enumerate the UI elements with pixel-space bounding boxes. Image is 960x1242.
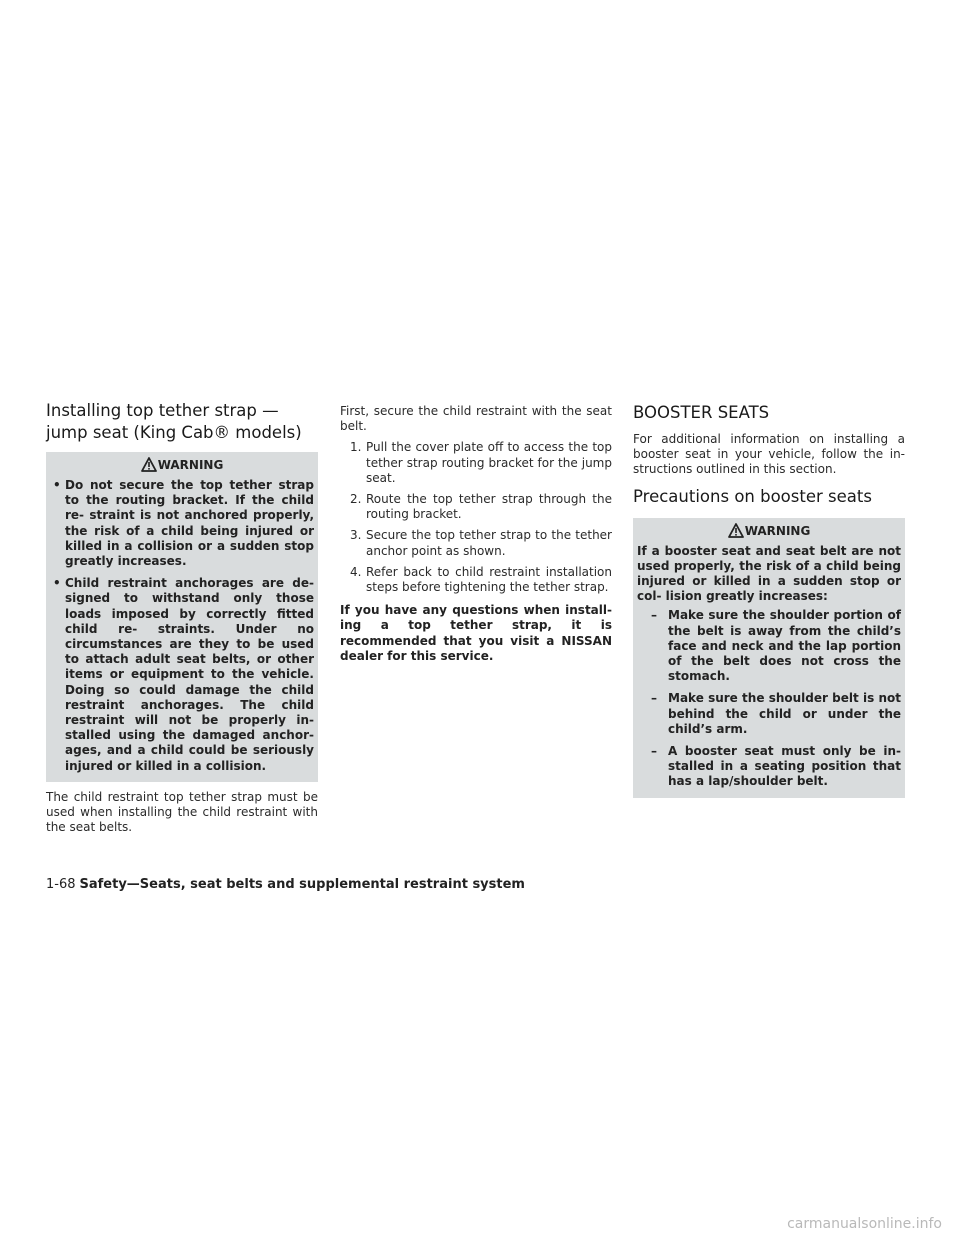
booster-intro-paragraph: For additional information on installing a booster seat in your vehicle, follow the in- structions outlined in this section. [633,432,905,477]
page-number: 1-68 [46,877,76,892]
step-text: Pull the cover plate off to access the top tether strap routing bracket for the jump seat. [366,440,612,485]
section-heading-booster-seats: BOOSTER SEATS [633,403,770,422]
warning-item [637,608,901,684]
step-number: 4. [350,564,362,579]
warning-lead: If a booster seat and seat belt are not used properly, the risk of a child being injured or killed in a sudden stop or col- lision greatly increases: [637,543,901,604]
intro-paragraph: First, secure the child restraint with the seat belt. [340,404,612,434]
warning-item [637,744,901,790]
warning-item-text: Do not secure the top tether strap to the routing bracket. If the child re- straint is not anchored properly, the risk of a child being injured or killed in a collision or a sudden stop greatly increases. [65,478,314,569]
warning-item-text: A booster seat must only be in- stalled in a seating position that has a lap/shoulder belt. [668,744,901,789]
step-text: Route the top tether strap through the routing bracket. [366,492,612,522]
watermark: carmanualsonline.info [787,1216,942,1232]
column-left [46,400,318,843]
step-number: 2. [350,492,362,507]
warning-box [633,518,905,798]
subheading-precautions: Precautions on booster seats [633,486,872,506]
step-item [340,565,612,595]
warning-item-text: Make sure the shoulder belt is not behind the child or under the child’s arm. [668,691,901,736]
dash: – [651,691,657,706]
warning-label: WARNING [157,458,224,472]
warning-header [637,522,901,540]
dealer-note: If you have any questions when install- ing a top tether strap, it is recommended that you visit a NISSAN dealer for this service. [340,603,612,663]
body-paragraph: The child restraint top tether strap must be used when installing the child restraint with the seat belts. [46,789,318,835]
bullet: • [53,478,61,492]
bullet: • [53,576,61,591]
dash: – [651,608,657,623]
dash: – [651,744,657,759]
step-text: Secure the top tether strap to the tether anchor point as shown. [366,528,612,558]
warning-triangle-icon [728,523,744,538]
step-number: 3. [350,528,362,543]
warning-item-text: Child restraint anchorages are de- signed to withstand only those loads imposed by correctly fitted child re- straints. Under no circumstances are they to be used to attach adult seat belts, or other items or equipment to the vehicle. Doing so could damage the child restraint anchorages. The child restraint will not be properly in- stalled using the damaged anchor- ages, and a child could be seriously injured or killed in a collision. [65,576,314,773]
warning-item [50,576,314,774]
column-right [633,400,905,806]
warning-item [637,691,901,737]
chapter-title: Safety—Seats, seat belts and supplemental restraint system [79,877,525,892]
step-item [340,440,612,486]
step-item [340,528,612,558]
warning-box [46,452,318,782]
warning-item-text: Make sure the shoulder portion of the belt is away from the child’s face and neck and the lap portion of the belt does not cross the stomach. [668,608,901,684]
section-heading-top-tether: Installing top tether strap — jump seat (King Cab® models) [46,401,302,442]
step-text: Refer back to child restraint installation steps before tightening the tether strap. [366,564,612,595]
steps-list [340,440,612,595]
warning-label: WARNING [744,523,811,538]
warning-triangle-icon [141,457,157,472]
page-footer [46,876,525,894]
step-item [340,492,612,522]
warning-item [50,478,314,569]
warning-header [50,456,314,474]
warning-list [637,608,901,789]
column-middle [340,400,612,664]
step-number: 1. [350,440,362,455]
warning-list [50,478,314,774]
